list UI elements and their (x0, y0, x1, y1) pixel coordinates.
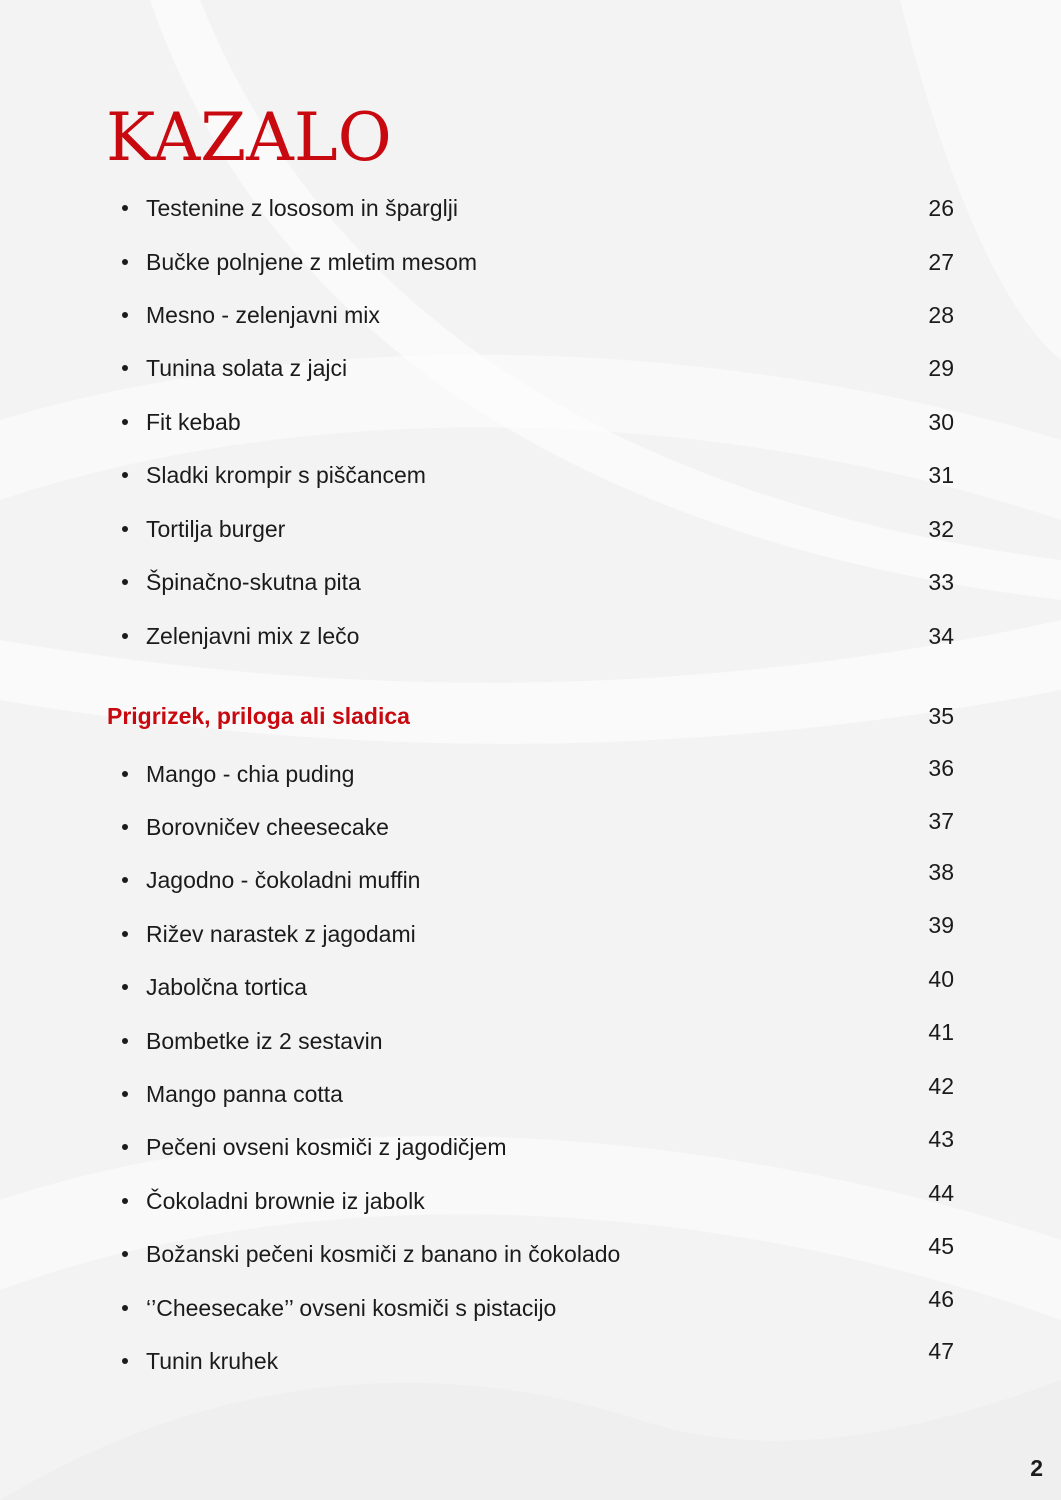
bullet-icon (122, 312, 128, 318)
toc-item-page: 44 (928, 1180, 954, 1206)
toc-item-label: Božanski pečeni kosmiči z banano in čokolado (146, 1241, 621, 1267)
bullet-icon (122, 472, 128, 478)
toc-item-page: 27 (928, 249, 954, 275)
toc-item-page: 39 (928, 912, 954, 938)
toc-item-label: Testenine z lososom in šparglji (146, 195, 458, 221)
toc-item[interactable] (0, 1286, 1061, 1324)
bullet-icon (122, 771, 128, 777)
toc-item-page: 29 (928, 355, 954, 381)
bullet-icon (122, 526, 128, 532)
toc-item[interactable] (0, 406, 1061, 438)
toc-item-page: 33 (928, 569, 954, 595)
bullet-icon (122, 1198, 128, 1204)
toc-item-page: 31 (928, 462, 954, 488)
toc-item[interactable] (0, 1019, 1061, 1057)
bullet-icon (122, 1091, 128, 1097)
bullet-icon (122, 579, 128, 585)
toc-item-label: Zelenjavni mix z lečo (146, 623, 360, 649)
bullet-icon (122, 984, 128, 990)
toc-item[interactable] (0, 299, 1061, 331)
bullet-icon (122, 365, 128, 371)
toc-item[interactable] (0, 755, 1061, 790)
toc-item-label: Rižev narastek z jagodami (146, 921, 416, 947)
toc-item-page: 46 (928, 1286, 954, 1312)
bullet-icon (122, 931, 128, 937)
toc-item[interactable] (0, 513, 1061, 545)
toc-item-label: Jabolčna tortica (146, 974, 308, 1000)
bullet-icon (122, 205, 128, 211)
toc-item-page: 47 (928, 1338, 954, 1364)
toc-item[interactable] (0, 192, 1061, 224)
toc-item-page: 38 (928, 859, 954, 885)
toc-item[interactable] (0, 620, 1061, 652)
toc-item[interactable] (0, 1126, 1061, 1163)
toc-item-label: Fit kebab (146, 409, 241, 435)
toc-item-label: Borovničev cheesecake (146, 814, 389, 840)
toc-item-page: 37 (928, 808, 954, 834)
toc-item[interactable] (0, 566, 1061, 598)
toc-item-page: 28 (928, 302, 954, 328)
section-label: Prigrizek, priloga ali sladica (107, 703, 410, 729)
toc-item-page: 34 (928, 623, 954, 649)
toc-item[interactable] (0, 1233, 1061, 1270)
toc-item-label: Jagodno - čokoladni muffin (146, 867, 421, 893)
toc-item-label: Čokoladni brownie iz jabolk (146, 1188, 425, 1214)
toc-item-label: ‘’Cheesecake’’ ovseni kosmiči s pistacijo (146, 1295, 557, 1321)
bullet-icon (122, 1358, 128, 1364)
toc-item[interactable] (0, 808, 1061, 843)
toc-item-page: 41 (928, 1019, 954, 1045)
bullet-icon (122, 877, 128, 883)
toc-item-label: Špinačno-skutna pita (146, 569, 361, 595)
bullet-icon (122, 824, 128, 830)
toc-item-label: Tortilja burger (146, 516, 286, 542)
bullet-icon (122, 1251, 128, 1257)
bullet-icon (122, 419, 128, 425)
toc-item[interactable] (0, 1180, 1061, 1217)
bullet-icon (122, 259, 128, 265)
toc-item[interactable] (0, 966, 1061, 1003)
toc-item-label: Mango panna cotta (146, 1081, 343, 1107)
toc-item[interactable] (0, 912, 1061, 950)
toc-item-page: 26 (928, 195, 954, 221)
toc-item-page: 43 (928, 1126, 954, 1152)
bullet-icon (122, 1144, 128, 1150)
page-number: 2 (1030, 1455, 1043, 1481)
toc-item[interactable] (0, 859, 1061, 896)
toc-item-page: 45 (928, 1233, 954, 1259)
bullet-icon (122, 633, 128, 639)
toc-item[interactable] (0, 1338, 1061, 1377)
toc-item-label: Bombetke iz 2 sestavin (146, 1028, 383, 1054)
toc-item-label: Bučke polnjene z mletim mesom (146, 249, 478, 275)
toc-item-label: Mango - chia puding (146, 761, 355, 787)
toc-item-page: 36 (928, 755, 954, 781)
toc-item[interactable] (0, 459, 1061, 491)
page-title: KAZALO (106, 99, 392, 176)
toc-item-label: Pečeni ovseni kosmiči z jagodičjem (146, 1134, 507, 1160)
toc-item[interactable] (0, 352, 1061, 384)
toc-item-page: 30 (928, 409, 954, 435)
section-page: 35 (928, 703, 954, 729)
bullet-icon (122, 1305, 128, 1311)
toc-item-page: 40 (928, 966, 954, 992)
toc-item-page: 42 (928, 1073, 954, 1099)
toc-item[interactable] (0, 246, 1061, 278)
toc-item-page: 32 (928, 516, 954, 542)
toc-section-heading[interactable] (0, 700, 1061, 732)
toc-item-label: Tunin kruhek (146, 1348, 279, 1374)
toc-item-label: Sladki krompir s piščancem (146, 462, 426, 488)
toc-item-label: Tunina solata z jajci (146, 355, 348, 381)
toc-item[interactable] (0, 1073, 1061, 1110)
toc-item-label: Mesno - zelenjavni mix (146, 302, 380, 328)
bullet-icon (122, 1038, 128, 1044)
